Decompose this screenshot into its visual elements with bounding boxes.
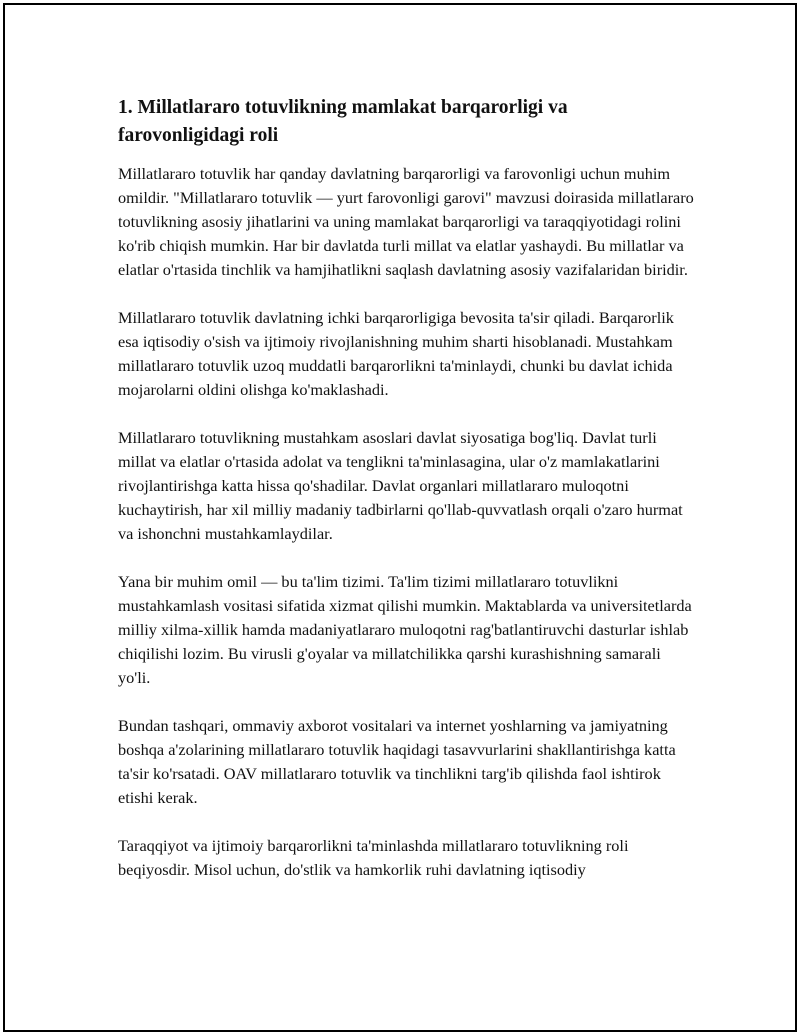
paragraph-1: Millatlararo totuvlik har qanday davlatning barqarorligi va farovonligi uchun muhim omildir. "Millatlararo totuvlik — yurt farovonligi garovi" mavzusi doirasida millatlararo totuvlikning asosiy jihatlarini va uning mamlakat barqarorligi va taraqqiyotidagi rolini ko'rib chiqish mumkin. Har bir davlatda turli millat va elatlar yashaydi. Bu millatlar va elatlar o'rtasida tinchlik va hamjihatlikni saqlash davlatning asosiy vazifalaridan biridir. <box>118 164 694 279</box>
paragraph-3: Millatlararo totuvlikning mustahkam asoslari davlat siyosatiga bog'liq. Davlat turli millat va elatlar o'rtasida adolat va tenglikni ta'minlasagina, ular o'z mamlakatlarini rivojlantirishga katta hissa qo'shadilar. Davlat organlari millatlararo muloqotni kuchaytirish, har xil milliy madaniy tadbirlarni qo'llab-quvvatlash orqali o'zaro hurmat va ishonchni mustahkamlaydilar. <box>118 428 683 543</box>
paragraph-4: Yana bir muhim omil — bu ta'lim tizimi. Ta'lim tizimi millatlararo totuvlikni mustahkamlash vositasi sifatida xizmat qilishi mumkin. Maktablarda va universitetlarda milliy xilma-xillik hamda madaniyatlararo muloqotni rag'batlantiruvchi dasturlar ishlab chiqilishi lozim. Bu virusli g'oyalar va millatchilikka qarshi kurashishning samarali yo'li. <box>118 572 692 687</box>
document-body <box>118 94 696 906</box>
section-heading: 1. Millatlararo totuvlikning mamlakat barqarorligi va farovonligidagi roli <box>118 97 568 146</box>
paragraph-6: Taraqqiyot va ijtimoiy barqarorlikni ta'minlashda millatlararo totuvlikning roli beqiyosdir. Misol uchun, do'stlik va hamkorlik ruhi davlatning iqtisodiy <box>118 836 629 879</box>
paragraph-5: Bundan tashqari, ommaviy axborot vositalari va internet yoshlarning va jamiyatning boshqa a'zolarining millatlararo totuvlik haqidagi tasavvurlarini shakllantirishga katta ta'sir ko'rsatadi. OAV millatlararo totuvlik va tinchlikni targ'ib qilishda faol ishtirok etishi kerak. <box>118 716 676 807</box>
paragraph-2: Millatlararo totuvlik davlatning ichki barqarorligiga bevosita ta'sir qiladi. Barqarorlik esa iqtisodiy o'sish va ijtimoiy rivojlanishning muhim sharti hisoblanadi. Mustahkam millatlararo totuvlik uzoq muddatli barqarorlikni ta'minlaydi, chunki bu davlat ichida mojarolarni oldini olishga ko'maklashadi. <box>118 308 674 399</box>
